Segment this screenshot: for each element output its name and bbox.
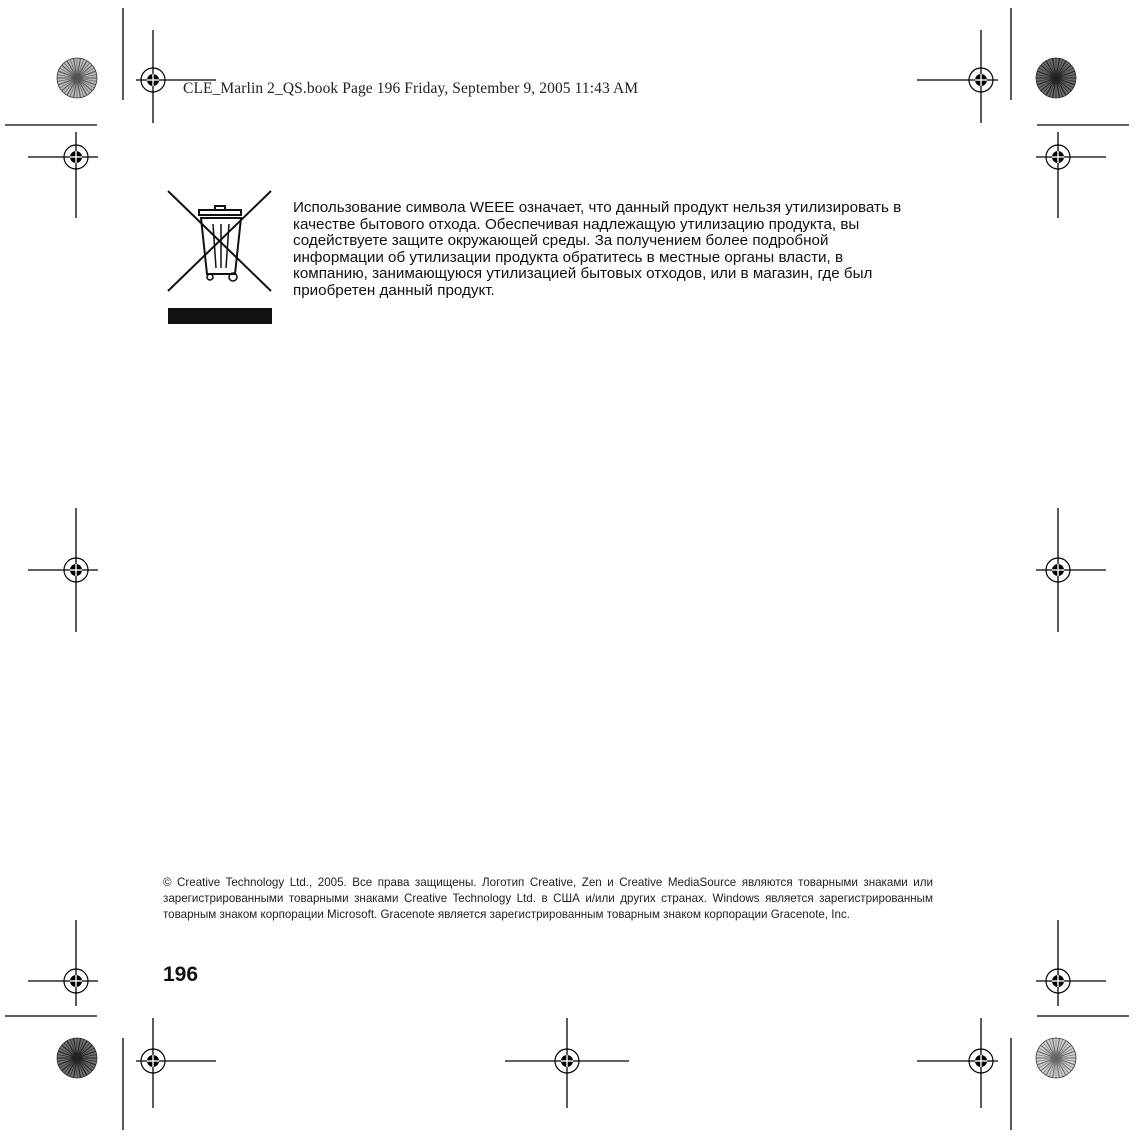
- starburst-top-right-icon: [1036, 58, 1076, 98]
- book-header-slug: CLE_Marlin 2_QS.book Page 196 Friday, September 9, 2005 11:43 AM: [183, 80, 639, 97]
- registration-target-left-middle: [28, 508, 98, 632]
- registration-target-bottom-right: [917, 1018, 998, 1108]
- starburst-top-left-icon: [57, 58, 97, 98]
- registration-target-left-upper: [28, 132, 98, 218]
- registration-target-right-middle: [1036, 508, 1106, 632]
- registration-target-left-lower: [28, 920, 98, 1006]
- weee-notice-text: Использование символа WEEE означает, что данный продукт нельзя утилизировать в качестве бытового отхода. Обеспечивая надлежащую утилизацию продукта, вы содействуете защите окружающей среды. За получением более подробной информации об утилизации продукта обратитесь в местные органы власти, в компанию, занимающуюся утилизацией бытовых отходов, или в магазин, где был приобретен данный продукт.: [293, 199, 902, 299]
- starburst-bottom-right-icon: [1036, 1038, 1076, 1078]
- copyright-notice: © Creative Technology Ltd., 2005. Все права защищены. Логотип Creative, Zen и Creative MediaSource являются товарными знаками или зарегистрированными товарными знаками Creative Technology Ltd. в США и/или других странах. Windows является зарегистрированным товарным знаком корпорации Microsoft. Gracenote является зарегистрированным товарным знаком корпорации Gracenote, Inc.: [163, 876, 933, 922]
- registration-target-right-lower: [1036, 920, 1106, 1006]
- crossed-out-wheelie-bin-icon: [165, 188, 277, 328]
- starburst-bottom-left-icon: [57, 1038, 97, 1078]
- registration-target-right-upper: [1036, 132, 1106, 218]
- registration-target-top-left: [136, 30, 216, 123]
- page-number: 196: [163, 963, 199, 986]
- registration-target-bottom-center: [505, 1018, 629, 1108]
- crop-marks: [5, 8, 1129, 1130]
- registration-target-bottom-left: [136, 1018, 216, 1108]
- registration-target-top-right: [917, 30, 998, 123]
